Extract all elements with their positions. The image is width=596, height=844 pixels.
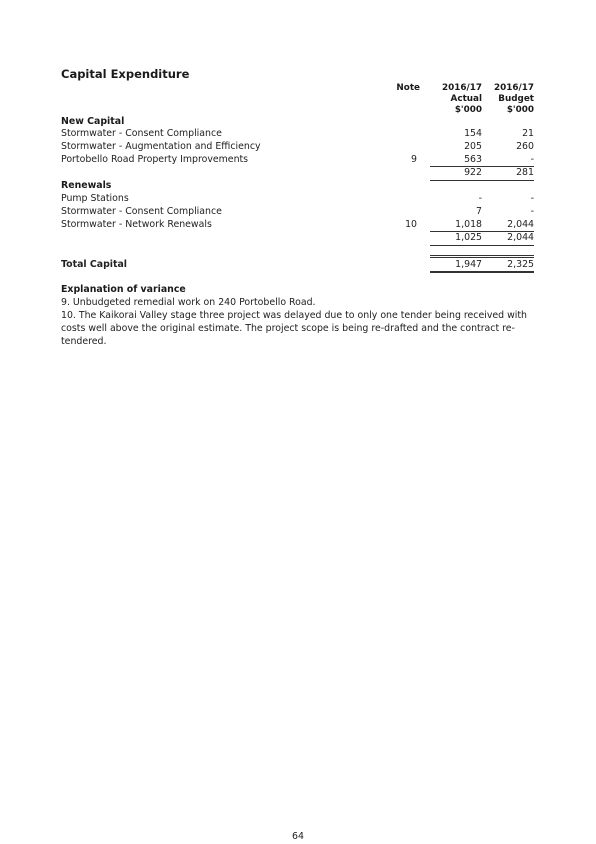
- total-label: Total Capital: [61, 259, 128, 270]
- subtotal-underline: [430, 245, 534, 246]
- row-budget: 2,044: [507, 219, 534, 230]
- table-row: [61, 205, 534, 218]
- subtotal-underline: [430, 180, 534, 181]
- row-budget: -: [530, 206, 534, 217]
- subtotal-actual: 922: [464, 167, 482, 178]
- row-note: 10: [405, 219, 417, 230]
- row-label: Pump Stations: [61, 193, 129, 204]
- new-capital-heading: New Capital: [61, 116, 125, 127]
- page-title: Capital Expenditure: [61, 67, 190, 81]
- row-actual: 205: [464, 141, 482, 152]
- table-row: [61, 140, 534, 153]
- row-actual: 7: [476, 206, 482, 217]
- row-actual: 1,018: [455, 219, 482, 230]
- row-actual: 563: [464, 154, 482, 165]
- total-actual: 1,947: [455, 259, 482, 270]
- subtotal-budget: 2,044: [507, 232, 534, 243]
- total-row: [61, 258, 534, 271]
- total-rule-bottom: [430, 271, 534, 273]
- row-label: Stormwater - Consent Compliance: [61, 206, 222, 217]
- budget-column-header: [484, 83, 534, 116]
- page-number: 64: [292, 831, 304, 842]
- subtotal-row: [61, 231, 534, 244]
- row-label: Portobello Road Property Improvements: [61, 154, 249, 165]
- row-budget: -: [530, 154, 534, 165]
- row-budget: 260: [516, 141, 534, 152]
- budget-header-unit: $'000: [506, 105, 534, 115]
- row-actual: -: [478, 193, 482, 204]
- actual-header-year: 2016/17: [442, 83, 482, 93]
- row-label: Stormwater - Network Renewals: [61, 219, 212, 230]
- budget-header-label: Budget: [498, 94, 534, 104]
- row-note: 9: [411, 154, 417, 165]
- row-budget: 21: [522, 128, 534, 139]
- renewals-heading: Renewals: [61, 180, 112, 191]
- total-budget: 2,325: [507, 259, 534, 270]
- actual-column-header: [432, 83, 482, 116]
- subtotal-budget: 281: [516, 167, 534, 178]
- row-label: Stormwater - Consent Compliance: [61, 128, 222, 139]
- note-column-header: Note: [396, 83, 420, 93]
- row-actual: 154: [464, 128, 482, 139]
- table-row: [61, 192, 534, 205]
- subtotal-actual: 1,025: [455, 232, 482, 243]
- actual-header-unit: $'000: [454, 105, 482, 115]
- table-row: [61, 218, 534, 231]
- budget-header-year: 2016/17: [494, 83, 534, 93]
- variance-note-10: 10. The Kaikorai Valley stage three project was delayed due to only one tender being received with costs well above the original estimate. The project scope is being re-drafted and the contract re-tendered.: [61, 310, 527, 347]
- row-label: Stormwater - Augmentation and Efficiency: [61, 141, 261, 152]
- variance-note-9: 9. Unbudgeted remedial work on 240 Portobello Road.: [61, 297, 316, 308]
- table-row: [61, 127, 534, 140]
- actual-header-label: Actual: [450, 94, 482, 104]
- variance-heading: Explanation of variance: [61, 284, 186, 295]
- total-rule-top: [430, 255, 534, 256]
- subtotal-row: [61, 166, 534, 179]
- row-budget: -: [530, 193, 534, 204]
- table-row: [61, 153, 534, 166]
